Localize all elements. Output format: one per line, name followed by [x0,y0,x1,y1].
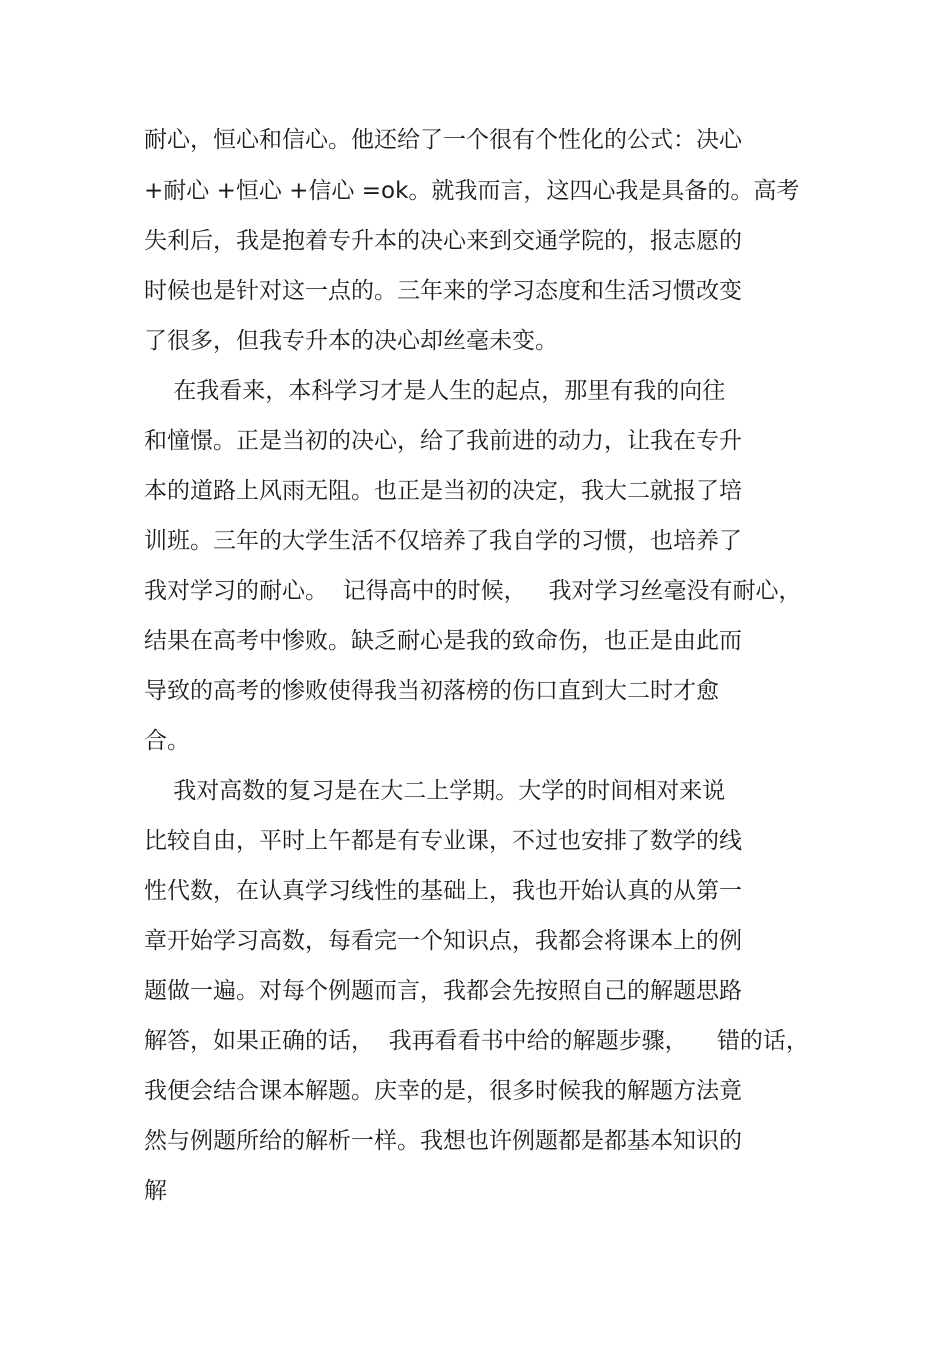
text-line: +耐心 +恒心 +信心 =ok。就我而言，这四心我是具备的。高考 [144,178,800,204]
text-line: 时候也是针对这一点的。三年来的学习态度和生活习惯改变 [144,278,742,304]
text-line: 训班。三年的大学生活不仅培养了我自学的习惯，也培养了 [144,528,742,554]
text-line: 在我看来，本科学习才是人生的起点，那里有我的向往 [144,378,726,404]
text-line: 导致的高考的惨败使得我当初落榜的伤口直到大二时才愈 [144,678,719,704]
text-line: 我对学习的耐心。 记得高中的时候， 我对学习丝毫没有耐心， [144,578,802,604]
text-line: 和憧憬。正是当初的决心，给了我前进的动力，让我在专升 [144,428,742,454]
text-line: 我对高数的复习是在大二上学期。大学的时间相对来说 [144,778,726,804]
text-line: 解 [144,1178,167,1204]
text-line: 本的道路上风雨无阻。也正是当初的决定，我大二就报了培 [144,478,742,504]
text-line: 耐心，恒心和信心。他还给了一个很有个性化的公式：决心 [144,127,742,153]
text-line: 题做一遍。对每个例题而言，我都会先按照自己的解题思路 [144,978,742,1004]
text-line: 结果在高考中惨败。缺乏耐心是我的致命伤，也正是由此而 [144,628,742,654]
text-line: 合。 [144,728,190,754]
text-line: 失利后，我是抱着专升本的决心来到交通学院的，报志愿的 [144,228,742,254]
text-line: 解答，如果正确的话， 我再看看书中给的解题步骤， 错的话， [144,1028,809,1054]
text-line: 章开始学习高数，每看完一个知识点，我都会将课本上的例 [144,928,742,954]
text-line: 性代数，在认真学习线性的基础上，我也开始认真的从第一 [144,878,742,904]
text-line: 了很多，但我专升本的决心却丝毫未变。 [144,328,558,354]
text-line: 我便会结合课本解题。庆幸的是，很多时候我的解题方法竟 [144,1078,742,1104]
text-line: 比较自由，平时上午都是有专业课，不过也安排了数学的线 [144,828,742,854]
text-line: 然与例题所给的解析一样。我想也许例题都是都基本知识的 [144,1128,742,1154]
